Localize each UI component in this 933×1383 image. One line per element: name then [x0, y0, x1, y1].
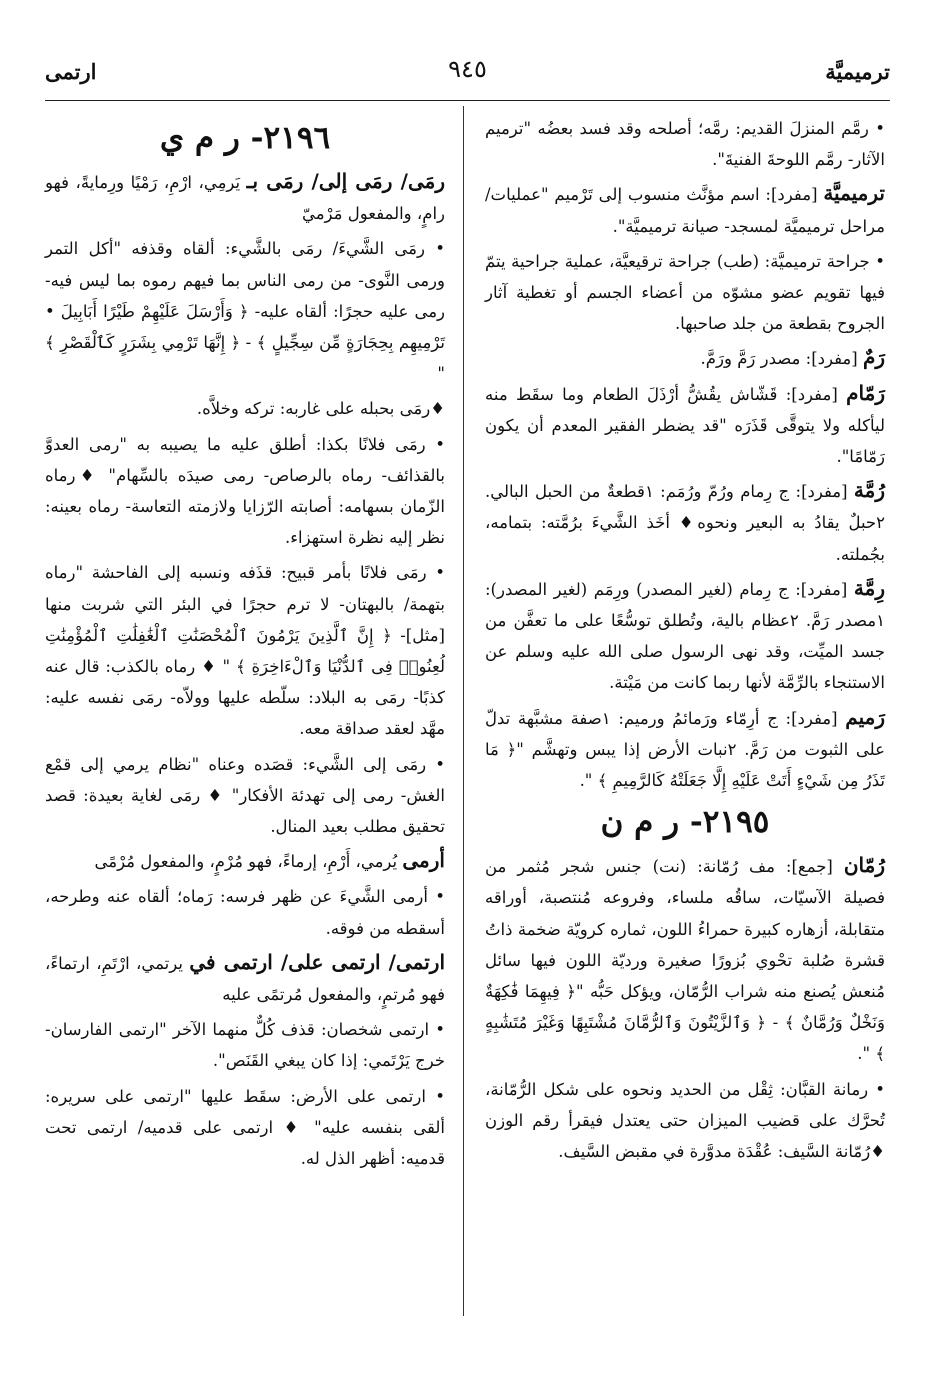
root-heading: ٢١٩٥- ر م ن — [600, 804, 770, 841]
entry — [45, 845, 445, 877]
entry-text: • رمَّم المنزلَ القديم: رمَّه؛ أصلحه وقد فسد بعضُه "ترميم الآثار- رمَّم اللوحةَ الفنيةَ". — [485, 119, 885, 170]
entry — [45, 880, 445, 943]
entry-text: • ارتمى شخصان: قذف كُلٌّ منهما الآخر "ارتمى الفارسان- خرج يَرْتَمي: إذا كان يبغي القَنَص". — [45, 1020, 445, 1071]
root-heading: ٢١٩٦- ر م ي — [159, 120, 331, 156]
entry-text: [مفرد]: ج رِمام ورُمّ ورُمَم: ١قطعةٌ من الحبل البالي. ٢حبلٌ يقادُ به البعير ونحوه♦ أخَذ الشَّيءَ برُمَّته: بتمامه، بجُملته. — [485, 482, 885, 564]
entry-text: • رمَى فلانًا بكذا: أطلق عليه ما يصيبه به "رمى العدوَّ بالقذائف- رماه بالرصاص- رمى صيدَه بالسِّهام" ♦رماه الزّمان بسهامه: أصابته الرّزايا ولازمته التعاسة- رماه بعينه: نظر إليه نظرة استهزاء. — [45, 434, 445, 548]
entry — [485, 702, 885, 797]
entry-headword: أرمى — [402, 848, 445, 873]
entry — [485, 378, 885, 473]
entry-headword: رَميم — [845, 704, 885, 729]
entry — [45, 392, 445, 424]
entry — [45, 428, 445, 554]
entry-text: [مفرد]: اسم مؤنَّث منسوب إلى تَرْميم "عمليات/ مراحل ترميميَّة لمسجد- صيانة ترميميَّة". — [485, 185, 885, 236]
entry — [45, 232, 445, 389]
running-head-last-word: ارتمى — [45, 59, 97, 84]
header-rule — [45, 100, 890, 101]
entry — [485, 475, 885, 570]
column-divider — [463, 106, 464, 1316]
entry-text: يَرمِي، ارْمِ، رَمْيًا ورِمايةً، فهو رامٍ، والمفعول مَرْميّ — [45, 173, 445, 224]
entry-text: • أرمى الشَّيءَ عن ظهر فرسه: رَماه؛ ألقاه عنه وطرحه، أسقطه من فوقه. — [45, 887, 445, 938]
entry-text: [مفرد]: ج أرِمّاء ورَمائمُ ورميم: ١صفة مشبَّهة تدلّ على الثبوت من رَمَّ. ٢نبات الأرض إذا يبس وتهشَّم "﴿ مَا تَذَرُ مِن شَيْءٍ أَتَتْ عَلَيْهِ إِلَّا جَعَلَتْهُ كَالرَّمِيمِ ﴾ ". — [485, 708, 885, 791]
entry-text: [مفرد]: مصدر رَمَّ ورَمَّ. — [700, 349, 863, 369]
entry — [45, 1080, 445, 1175]
entry-text: [مفرد]: قَشّاش يقُشُّ أرْذَلَ الطعام وما سقَط منه ليأكله ولا يتوقَّى قَذَرَه "قد يضطر الفقير المعدم أن يكون رَمّامًا". — [485, 384, 885, 467]
entry — [485, 342, 885, 374]
entry-headword: رَمّام — [846, 380, 885, 405]
entry — [45, 1013, 445, 1076]
entry-text: يُرمي، أَرْمِ، إرماءً، فهو مُرْمٍ، والمفعول مُرْمًى — [94, 852, 403, 872]
left-column — [45, 112, 445, 1177]
entry-text: • رمَى الشَّيءَ/ رمَى بالشَّيء: ألقاه وقذفه "أكل التمر ورمى النَّوى- من رمى الناس بما فيهم رموه بما ليس فيه- رمى عليه حجرًا: ألقاه عليه- ﴿ وَأَرْسَلَ عَلَيْهِمْ طَيْرًا أَبَابِيلَ • تَرْمِيهِم بِحِجَارَةٍ مِّن سِجِّيلٍ ﴾ - ﴿ إِنَّهَا تَرْمِي بِشَرَرٍ كَٱلْقَصْرِ ﴾ " — [45, 239, 445, 384]
entry-text: [مفرد]: ج رِمام (لغير المصدر) ورِمَم (لغير المصدر): ١مصدر رَمَّ. ٢عظام بالية، وتُطلق توسُّعًا على ما تعفَّن من جسد الميِّت، وقد نهى الرسول صلى الله عليه وسلم عن الاستنجاء بالرِّمَّة لأنها ربما كانت من مَيْتة. — [485, 579, 885, 693]
entry-text: [جمع]: مف رُمّانة: (نت) جنس شجر مُثمر من فصيلة الآسيّات، ساقُه ملساء، وفروعه مُنتصبة، أوراقه متقابلة، أزهاره كبيرة حمراءُ اللون، ثماره كرويّة ضخمة ذاتُ قشرة صُلبة تحْوي بُزورًا صغيرة ورديّة اللون فيها سائل مُنعش يُصنع منه شراب الرُّمّان، ويؤكل حَبُّه "﴿ فِيهِمَا فَٰكِهَةٌ وَنَخْلٌ وَرُمَّانٌ ﴾ - ﴿ وَٱلزَّيْتُونَ وَٱلرُّمَّانَ مُشْتَبِهًا وَغَيْرَ مُتَشَٰبِهٍ ﴾ ". — [485, 857, 885, 1064]
entry-headword: رِمَّة — [853, 575, 885, 600]
entry — [485, 178, 885, 241]
entry-headword: ترميميَّة — [823, 181, 885, 206]
entry — [485, 112, 885, 175]
entry — [485, 850, 885, 1069]
entry-text: • رمَى فلانًا بأمر قبيح: قذَفه ونسبه إلى الفاحشة "رماه بتهمة/ بالبهتان- لا ترم حجرًا في البئر التي شربت منها [مثل]- ﴿ إِنَّ ٱلَّذِينَ يَرْمُونَ ٱلْمُحْصَنَٰتِ ٱلْغَٰفِلَٰتِ ٱلْمُؤْمِنَٰتِ لُعِنُوا۟ فِى ٱلدُّنْيَا وَٱلْءَاخِرَةِ ﴾ " ♦ رماه بالكذب: قال عنه كذبًا- رمَى به البلاد: سلّطه عليها وولاّه- رمَى نفسه عليه: مهَّد لعقد صداقة معه. — [45, 563, 445, 739]
entry-headword: رَمٌ — [862, 345, 885, 370]
entry — [485, 245, 885, 340]
entry — [45, 947, 445, 1010]
entry-headword: رُمَّة — [853, 478, 885, 503]
entry-text: • رمَى إلى الشَّيء: قصَده وعناه "نظام يرمي إلى قمْع الغش- رمى إلى تهدئة الأفكار" ♦ رمَى لغاية بعيدة: قصد تحقيق مطلب بعيد المنال. — [45, 754, 445, 837]
right-column — [485, 112, 885, 1170]
page-number: ٩٤٥ — [448, 55, 487, 83]
entry-text: يرتمي، ارْتَمِ، ارتماءً، فهو مُرتمٍ، والمفعول مُرتمًى عليه — [45, 953, 445, 1005]
entry-headword: ارتمى/ ارتمى على/ ارتمى في — [189, 949, 445, 974]
running-head — [45, 55, 890, 95]
entry — [45, 166, 445, 229]
entry — [45, 556, 445, 744]
entry-headword: رمَى/ رمَى إلى/ رمَى بـ — [246, 169, 445, 193]
entry-text: ♦رمَى بحبله على غاربه: تركه وخلاَّه. — [196, 399, 445, 419]
entry — [485, 1073, 885, 1168]
entry-headword: رُمّان — [843, 853, 885, 878]
entry-text: • جراحة ترميميَّة: (طب) جراحة ترقيعيَّة، عملية جراحية يتمّ فيها تقويم عضو مشوّه من أعضاء الجسم أو تغطية آثار الجروح بقطعة من جلد صاحبها. — [485, 251, 885, 334]
entry-text: • رمانة القبَّان: ثِقْل من الحديد ونحوه على شكل الرُّمّانة، تُحرَّك على قضيب الميزان حتى يعتدل فيقرأ رقم الوزن ♦رُمّانة السَّيف: عُقْدَة مدوَّرة في مقبض السَّيف. — [485, 1079, 885, 1162]
entry — [485, 573, 885, 699]
running-head-first-word: ترميميَّة — [825, 59, 890, 84]
entry-text: • ارتمى على الأرض: سقَط عليها "ارتمى على سريره: ألقى بنفسه عليه" ♦ ارتمى على قدميه/ ارتمى تحت قدميه: أظهر الذل له. — [45, 1086, 445, 1169]
entry — [45, 748, 445, 843]
